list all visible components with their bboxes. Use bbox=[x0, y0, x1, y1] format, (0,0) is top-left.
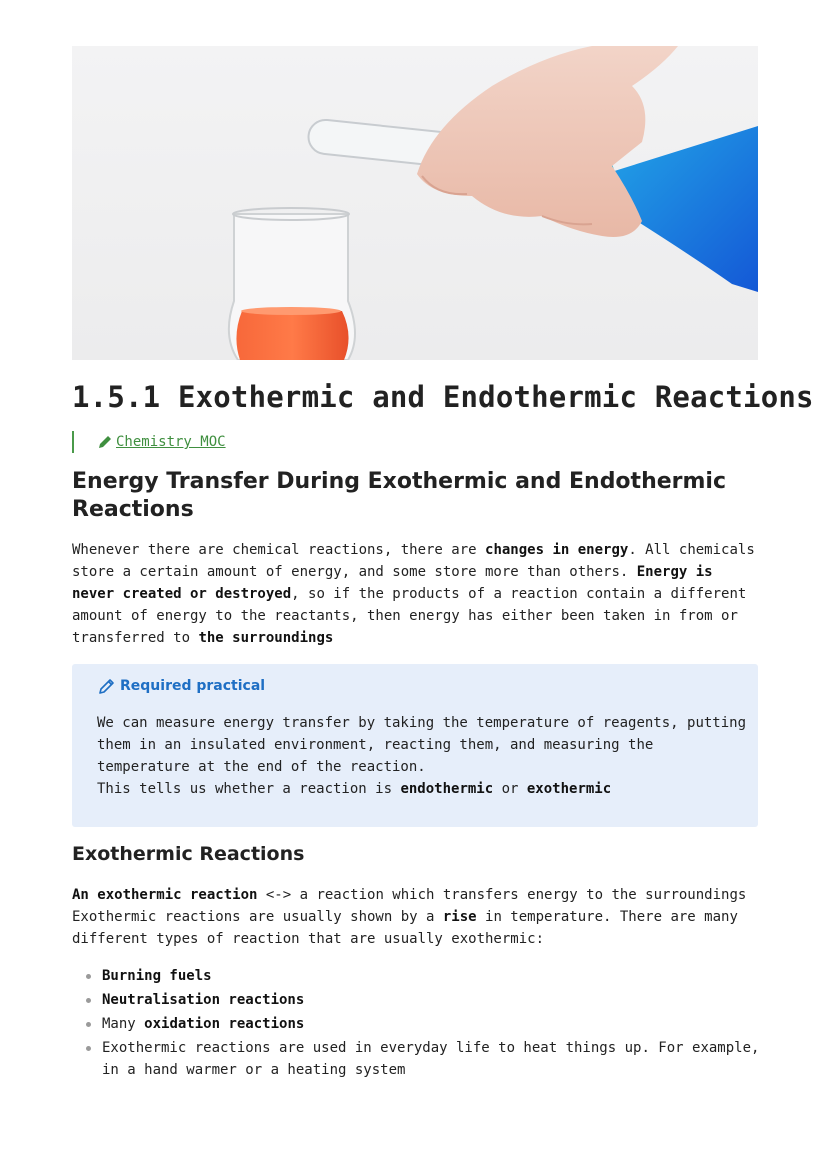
callout-title bbox=[98, 677, 265, 695]
required-practical-callout bbox=[72, 664, 758, 827]
exothermic-definition: An exothermic reaction <-> a reaction which transfers energy to the surroundings Exothermic reactions are usually shown by a rise in temperature. There are many different types of reaction that are usually exothermic: bbox=[72, 887, 747, 947]
moc-link[interactable]: Chemistry MOC bbox=[116, 434, 226, 450]
exothermic-examples-list bbox=[72, 965, 762, 1083]
exothermic-heading: Exothermic Reactions bbox=[72, 843, 305, 865]
list-item: Neutralisation reactions bbox=[72, 989, 762, 1011]
pencil-outline-icon bbox=[98, 677, 116, 695]
moc-breadcrumb bbox=[72, 431, 226, 453]
intro-paragraph: Whenever there are chemical reactions, there are changes in energy. All chemicals store a certain amount of energy, and some store more than others. Energy is never created or destroyed, so if the products of a reaction contain a different amount of energy to the reactants, then energy has either been taken in from or transferred to the surroundings bbox=[72, 542, 755, 646]
pencil-icon bbox=[98, 435, 112, 449]
callout-title-label: Required practical bbox=[120, 678, 266, 694]
section-heading: Energy Transfer During Exothermic and Endothermic Reactions bbox=[72, 469, 727, 522]
page-title: 1.5.1 Exothermic and Endothermic Reactions bbox=[72, 380, 814, 414]
list-item: Burning fuels bbox=[72, 965, 762, 987]
callout-body: We can measure energy transfer by taking the temperature of reagents, putting them in an insulated environment, reacting them, and measuring the temperature at the end of the reaction. This tells us whether a reaction is endothermic or exothermic bbox=[97, 715, 747, 797]
list-item: Exothermic reactions are used in everyday life to heat things up. For example, in a hand warmer or a heating system bbox=[72, 1037, 762, 1081]
list-item: Many oxidation reactions bbox=[72, 1013, 762, 1035]
hero-image bbox=[72, 46, 758, 360]
